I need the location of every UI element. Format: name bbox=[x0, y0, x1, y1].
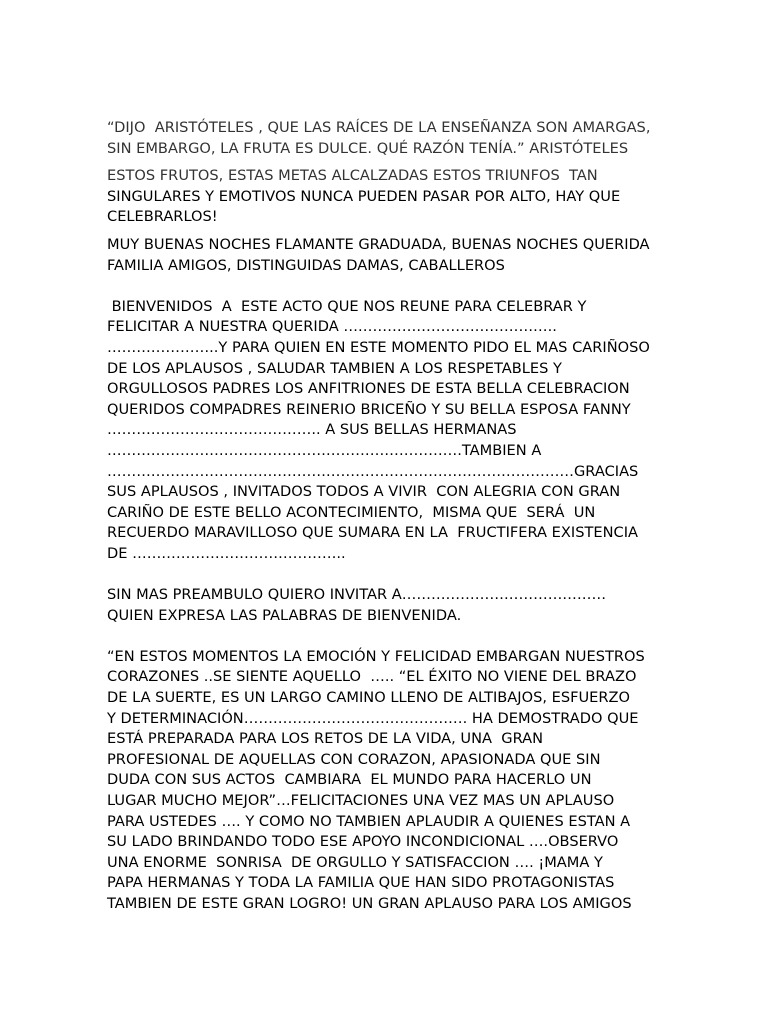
text-line: TAMBIEN DE ESTE GRAN LOGRO! UN GRAN APLAUSO PARA LOS AMIGOS bbox=[107, 894, 632, 912]
text-line: “EN ESTOS MOMENTOS LA EMOCIÓN Y FELICIDAD EMBARGAN NUESTROS bbox=[107, 647, 645, 665]
text-line: SIN EMBARGO, LA FRUTA ES DULCE. QUÉ RAZÓN TENÍA.” ARISTÓTELES bbox=[107, 139, 629, 157]
text-line: BIENVENIDOS A ESTE ACTO QUE NOS REUNE PARA CELEBRAR Y bbox=[107, 297, 587, 315]
text-line: MUY BUENAS NOCHES FLAMANTE GRADUADA, BUENAS NOCHES QUERIDA bbox=[107, 235, 650, 253]
document-page bbox=[107, 118, 667, 915]
text-line: DE LA SUERTE, ES UN LARGO CAMINO LLENO DE ALTIBAJOS, ESFUERZO bbox=[107, 689, 631, 707]
text-line: QUERIDOS COMPADRES REINERIO BRICEÑO Y SU BELLA ESPOSA FANNY bbox=[107, 400, 631, 418]
paragraph-bienvenidos bbox=[107, 297, 667, 565]
text-line: CARIÑO DE ESTE BELLO ACONTECIMIENTO, MISMA QUE SERÁ UN bbox=[107, 503, 596, 521]
paragraph-frutos bbox=[107, 166, 667, 228]
text-line: ORGULLOSOS PADRES LOS ANFITRIONES DE ESTA BELLA CELEBRACION bbox=[107, 380, 630, 398]
paragraph-invitar bbox=[107, 585, 667, 626]
paragraph-emocion bbox=[107, 647, 667, 915]
text-line: FELICITAR A NUESTRA QUERIDA …………………………………….. bbox=[107, 318, 557, 336]
text-line: PAPA HERMANAS Y TODA LA FAMILIA QUE HAN SIDO PROTAGONISTAS bbox=[107, 874, 615, 892]
text-line: LUGAR MUCHO MEJOR”…FELICITACIONES UNA VEZ MAS UN APLAUSO bbox=[107, 792, 615, 809]
text-line: DUDA CON SUS ACTOS CAMBIARA EL MUNDO PARA HACERLO UN bbox=[107, 771, 592, 789]
paragraph-quote-aristoteles bbox=[107, 118, 667, 159]
text-line: ……………………………………………………………….TAMBIEN A bbox=[107, 441, 542, 459]
text-line: PARA USTEDES …. Y COMO NO TAMBIEN APLAUDIR A QUIENES ESTAN A bbox=[107, 812, 631, 830]
text-line: DE …………………………………….. bbox=[107, 544, 346, 562]
text-line: DE LOS APLAUSOS , SALUDAR TAMBIEN A LOS RESPETABLES Y bbox=[107, 359, 562, 377]
text-line: PROFESIONAL DE AQUELLAS CON CORAZON, APASIONADA QUE SIN bbox=[107, 750, 601, 768]
text-line: Y DETERMINACIÓN………………………………………. HA DEMOSTRADO QUE bbox=[107, 709, 639, 727]
text-line: QUIEN EXPRESA LAS PALABRAS DE BIENVENIDA. bbox=[107, 606, 462, 624]
paragraph-saludo bbox=[107, 235, 667, 276]
text-line: SINGULARES Y EMOTIVOS NUNCA PUEDEN PASAR POR ALTO, HAY QUE bbox=[107, 187, 621, 205]
text-line: SIN MAS PREAMBULO QUIERO INVITAR A…………………………………… bbox=[107, 586, 607, 604]
text-line: ……………………………………………………………………………………GRACIAS bbox=[107, 462, 639, 480]
text-line: SU LADO BRINDANDO TODO ESE APOYO INCONDICIONAL ….OBSERVO bbox=[107, 833, 619, 851]
text-line: FAMILIA AMIGOS, DISTINGUIDAS DAMAS, CABALLEROS bbox=[107, 256, 505, 274]
text-line: CELEBRARLOS! bbox=[107, 208, 218, 226]
text-line: CORAZONES ..SE SIENTE AQUELLO ….. “EL ÉXITO NO VIENE DEL BRAZO bbox=[107, 668, 637, 686]
text-line: RECUERDO MARAVILLOSO QUE SUMARA EN LA FRUCTIFERA EXISTENCIA bbox=[107, 524, 638, 542]
text-line: “DIJO ARISTÓTELES , QUE LAS RAÍCES DE LA ENSEÑANZA SON AMARGAS, bbox=[107, 119, 651, 136]
text-line: …………………..Y PARA QUIEN EN ESTE MOMENTO PIDO EL MAS CARIÑOSO bbox=[107, 338, 650, 356]
text-line: SUS APLAUSOS , INVITADOS TODOS A VIVIR CON ALEGRIA CON GRAN bbox=[107, 483, 621, 501]
text-line: UNA ENORME SONRISA DE ORGULLO Y SATISFACCION …. ¡MAMA Y bbox=[107, 853, 603, 871]
text-line: ESTÁ PREPARADA PARA LOS RETOS DE LA VIDA, UNA GRAN bbox=[107, 730, 544, 748]
text-line: ESTOS FRUTOS, ESTAS METAS ALCALZADAS ESTOS TRIUNFOS TAN bbox=[107, 167, 598, 185]
text-line: …………………………………….. A SUS BELLAS HERMANAS bbox=[107, 421, 517, 439]
